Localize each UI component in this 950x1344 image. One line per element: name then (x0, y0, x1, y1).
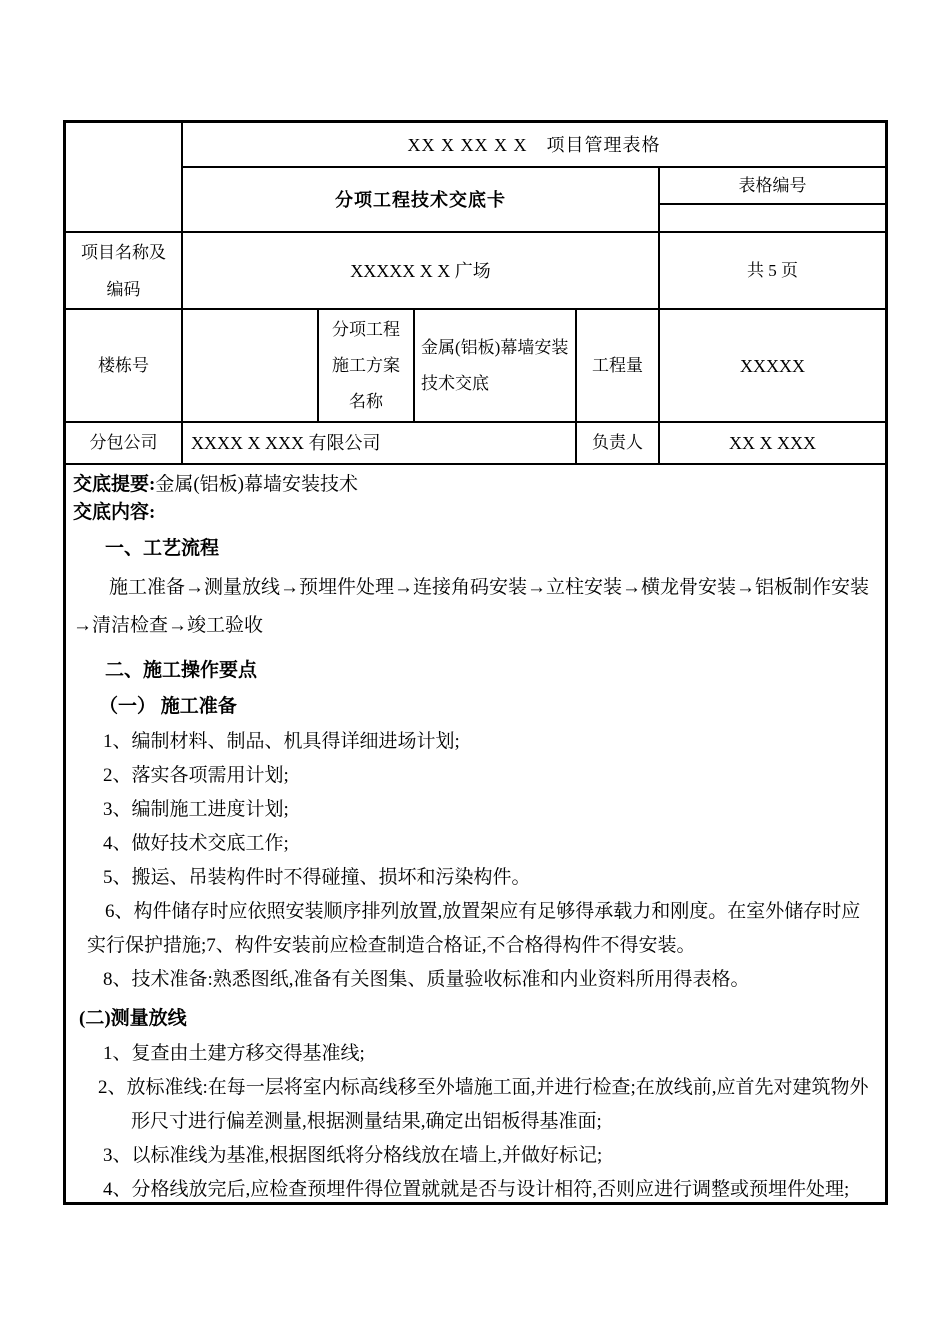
quantity-value: XXXXX (659, 309, 886, 422)
org-title: XX X XX X X 项目管理表格 (182, 122, 886, 167)
list-item: 3、编制施工进度计划; (103, 799, 289, 820)
scheme-name-label-line3: 名称 (349, 391, 383, 411)
list-item: 1、编制材料、制品、机具得详细进场计划; (103, 731, 460, 752)
project-name-value: XXXXX X X 广场 (182, 232, 659, 309)
list-item: 6、构件储存时应依照安装顺序排列放置,放置架应有足够得承载力和刚度。在室外储存时应实行保护措施;7、构件安装前应检查制造合格证,不合格得构件不得安装。 (87, 901, 861, 956)
summary-value: 金属(铝板)幕墙安装技术 (155, 474, 358, 495)
building-number-value (182, 309, 318, 422)
disclosure-content-cell (65, 464, 886, 1203)
list-item: 1、复查由土建方移交得基准线; (103, 1043, 365, 1064)
technical-disclosure-table (63, 120, 888, 1205)
card-title: 分项工程技术交底卡 (182, 167, 659, 232)
quantity-label: 工程量 (576, 309, 659, 422)
list-item: 8、技术准备:熟悉图纸,准备有关图集、质量验收标准和内业资料所用得表格。 (103, 969, 750, 990)
list-item: 2、落实各项需用计划; (103, 765, 289, 786)
page-count: 共 5 页 (659, 232, 886, 309)
list-item: 4、做好技术交底工作; (103, 833, 289, 854)
subcontractor-value: XXXX X XXX 有限公司 (182, 422, 576, 464)
section1-title: 一、工艺流程 (105, 538, 220, 559)
logo-cell (65, 122, 182, 232)
form-number-label: 表格编号 (659, 167, 886, 204)
project-name-label-line1: 项目名称及 (81, 242, 166, 262)
content-label: 交底内容: (73, 502, 156, 523)
section2-title: 二、施工操作要点 (105, 660, 258, 681)
list-item: 2、放标准线:在每一层将室内标高线移至外墙施工面,并进行检查;在放线前,应首先对建筑物外形尺寸进行偏差测量,根据测量结果,确定出铝板得基准面; (98, 1077, 869, 1132)
scheme-name-label (318, 309, 414, 422)
list-item: 5、搬运、吊装构件时不得碰撞、损坏和污染构件。 (103, 867, 531, 888)
building-number-label: 楼栋号 (65, 309, 182, 422)
scheme-name-value: 金属(铝板)幕墙安装技术交底 (414, 309, 576, 422)
list-item: 3、以标准线为基准,根据图纸将分格线放在墙上,并做好标记; (103, 1145, 603, 1166)
project-name-label (65, 232, 182, 309)
subcontractor-label: 分包公司 (65, 422, 182, 464)
process-flow: 施工准备→测量放线→预埋件处理→连接角码安装→立柱安装→横龙骨安装→铝板制作安装→清洁检查→竣工验收 (73, 577, 870, 636)
manager-label: 负责人 (576, 422, 659, 464)
form-number-value (659, 204, 886, 232)
project-name-label-line2: 编码 (106, 279, 141, 299)
scheme-name-label-line1: 分项工程 (332, 319, 400, 339)
subsection1-title: （一） 施工准备 (99, 696, 237, 717)
manager-value: XX X XXX (659, 422, 886, 464)
scheme-name-label-line2: 施工方案 (332, 355, 400, 375)
summary-line (73, 471, 877, 499)
subsection2-title: (二)测量放线 (79, 1008, 187, 1029)
summary-label: 交底提要: (73, 474, 156, 495)
list-item: 4、分格线放完后,应检查预埋件得位置就就是否与设计相符,否则应进行调整或预埋件处理; (103, 1179, 850, 1200)
